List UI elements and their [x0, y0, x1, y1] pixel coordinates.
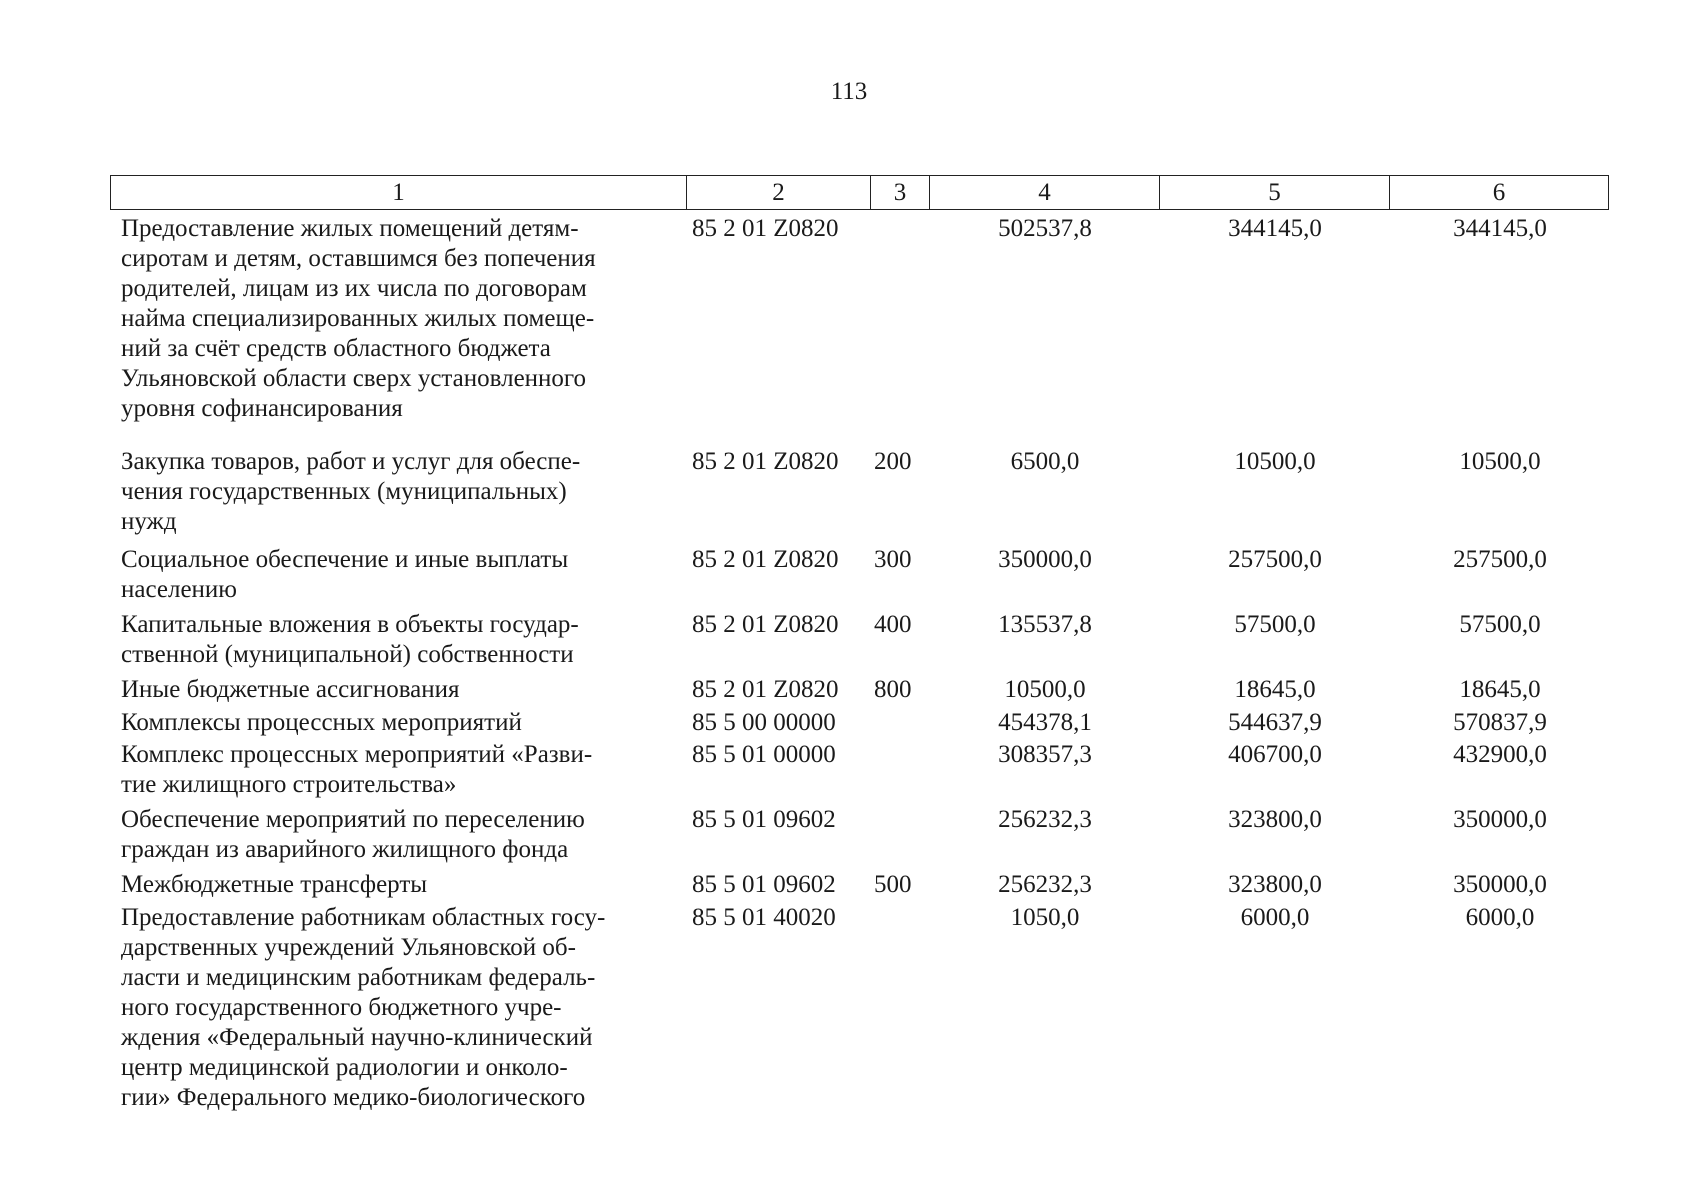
row-value-4: 10500,0 — [1004, 676, 1086, 703]
row-value-4: 6500,0 — [1010, 448, 1080, 475]
row-value-5: 344145,0 — [1228, 215, 1322, 242]
row-code: 85 2 01 Z0820 — [692, 215, 839, 242]
row-name-line: Ульяновской области сверх установленного — [121, 365, 587, 392]
row-name-line: родителей, лицам из их числа по договорам — [121, 275, 587, 302]
row-value-6: 10500,0 — [1459, 448, 1541, 475]
row-name-line: граждан из аварийного жилищного фонда — [121, 836, 569, 863]
row-value-4: 454378,1 — [998, 709, 1092, 736]
row-value-6: 257500,0 — [1453, 546, 1547, 573]
row-name-line: Обеспечение мероприятий по переселению — [121, 806, 585, 833]
row-value-6: 57500,0 — [1459, 611, 1541, 638]
row-name-line: сиротам и детям, оставшимся без попечения — [121, 245, 596, 272]
row-name-line: центр медицинской радиологии и онколо- — [121, 1054, 568, 1081]
column-header-5: 5 — [1160, 176, 1390, 210]
row-name-line: Межбюджетные трансферты — [121, 871, 428, 898]
row-name-line: ного государственного бюджетного учре- — [121, 994, 562, 1021]
row-value-4: 256232,3 — [998, 806, 1092, 833]
row-name — [121, 708, 677, 738]
row-name-line: найма специализированных жилых помеще- — [121, 305, 595, 332]
row-value-5: 57500,0 — [1234, 611, 1316, 638]
row-code: 85 5 01 09602 — [692, 871, 836, 898]
row-value-5: 406700,0 — [1228, 741, 1322, 768]
row-value-5: 544637,9 — [1228, 709, 1322, 736]
row-name-line: Комплексы процессных мероприятий — [121, 709, 522, 736]
column-header-6: 6 — [1390, 176, 1609, 210]
row-name-line: населению — [121, 576, 237, 603]
row-name — [121, 675, 677, 705]
row-name — [121, 870, 677, 900]
row-name-line: дарственных учреждений Ульяновской об- — [121, 934, 576, 961]
row-name-line: Комплекс процессных мероприятий «Разви- — [121, 741, 593, 768]
row-name-line: Закупка товаров, работ и услуг для обеспе- — [121, 448, 581, 475]
row-value-6: 350000,0 — [1453, 871, 1547, 898]
column-header-row — [110, 175, 1609, 210]
row-name-line: Иные бюджетные ассигнования — [121, 676, 460, 703]
row-expense-type: 800 — [874, 676, 912, 703]
column-header-2: 2 — [687, 176, 871, 210]
row-value-5: 6000,0 — [1240, 904, 1310, 931]
row-value-4: 308357,3 — [998, 741, 1092, 768]
row-value-6: 18645,0 — [1459, 676, 1541, 703]
row-name-line: ственной (муниципальной) собственности — [121, 641, 574, 668]
row-name — [121, 903, 677, 1113]
row-name-line: Капитальные вложения в объекты государ- — [121, 611, 579, 638]
row-code: 85 2 01 Z0820 — [692, 448, 839, 475]
page-number: 113 — [830, 78, 868, 105]
row-value-5: 18645,0 — [1234, 676, 1316, 703]
row-value-5: 323800,0 — [1228, 871, 1322, 898]
row-name-line: тие жилищного строительства» — [121, 771, 457, 798]
column-header-3: 3 — [871, 176, 930, 210]
row-code: 85 5 01 40020 — [692, 904, 836, 931]
row-code: 85 5 00 00000 — [692, 709, 836, 736]
row-name-line: ждения «Федеральный научно-клинический — [121, 1024, 593, 1051]
row-value-6: 570837,9 — [1453, 709, 1547, 736]
row-expense-type: 300 — [874, 546, 912, 573]
row-name-line: Социальное обеспечение и иные выплаты — [121, 546, 569, 573]
column-header-1: 1 — [111, 176, 687, 210]
row-expense-type: 400 — [874, 611, 912, 638]
row-name-line: ний за счёт средств областного бюджета — [121, 335, 551, 362]
row-name-line: чения государственных (муниципальных) — [121, 478, 567, 505]
row-name-line: гии» Федерального медико-биологического — [121, 1084, 586, 1111]
row-value-5: 257500,0 — [1228, 546, 1322, 573]
row-name — [121, 214, 677, 424]
row-name — [121, 610, 677, 670]
row-name-line: ласти и медицинским работникам федераль- — [121, 964, 596, 991]
row-value-6: 6000,0 — [1465, 904, 1535, 931]
row-expense-type: 200 — [874, 448, 912, 475]
row-value-5: 323800,0 — [1228, 806, 1322, 833]
row-value-6: 344145,0 — [1453, 215, 1547, 242]
row-value-4: 502537,8 — [998, 215, 1092, 242]
row-value-6: 350000,0 — [1453, 806, 1547, 833]
row-code: 85 5 01 09602 — [692, 806, 836, 833]
row-code: 85 2 01 Z0820 — [692, 611, 839, 638]
row-name — [121, 805, 677, 865]
row-name — [121, 447, 677, 537]
row-value-6: 432900,0 — [1453, 741, 1547, 768]
row-name — [121, 545, 677, 605]
row-name-line: Предоставление работникам областных госу- — [121, 904, 606, 931]
row-name-line: Предоставление жилых помещений детям- — [121, 215, 579, 242]
row-value-4: 350000,0 — [998, 546, 1092, 573]
row-value-4: 1050,0 — [1010, 904, 1080, 931]
column-header-4: 4 — [930, 176, 1160, 210]
row-code: 85 5 01 00000 — [692, 741, 836, 768]
row-name-line: нужд — [121, 508, 177, 535]
row-value-4: 135537,8 — [998, 611, 1092, 638]
row-code: 85 2 01 Z0820 — [692, 546, 839, 573]
row-name — [121, 740, 677, 800]
row-code: 85 2 01 Z0820 — [692, 676, 839, 703]
row-value-4: 256232,3 — [998, 871, 1092, 898]
row-expense-type: 500 — [874, 871, 912, 898]
row-name-line: уровня софинансирования — [121, 395, 403, 422]
row-value-5: 10500,0 — [1234, 448, 1316, 475]
